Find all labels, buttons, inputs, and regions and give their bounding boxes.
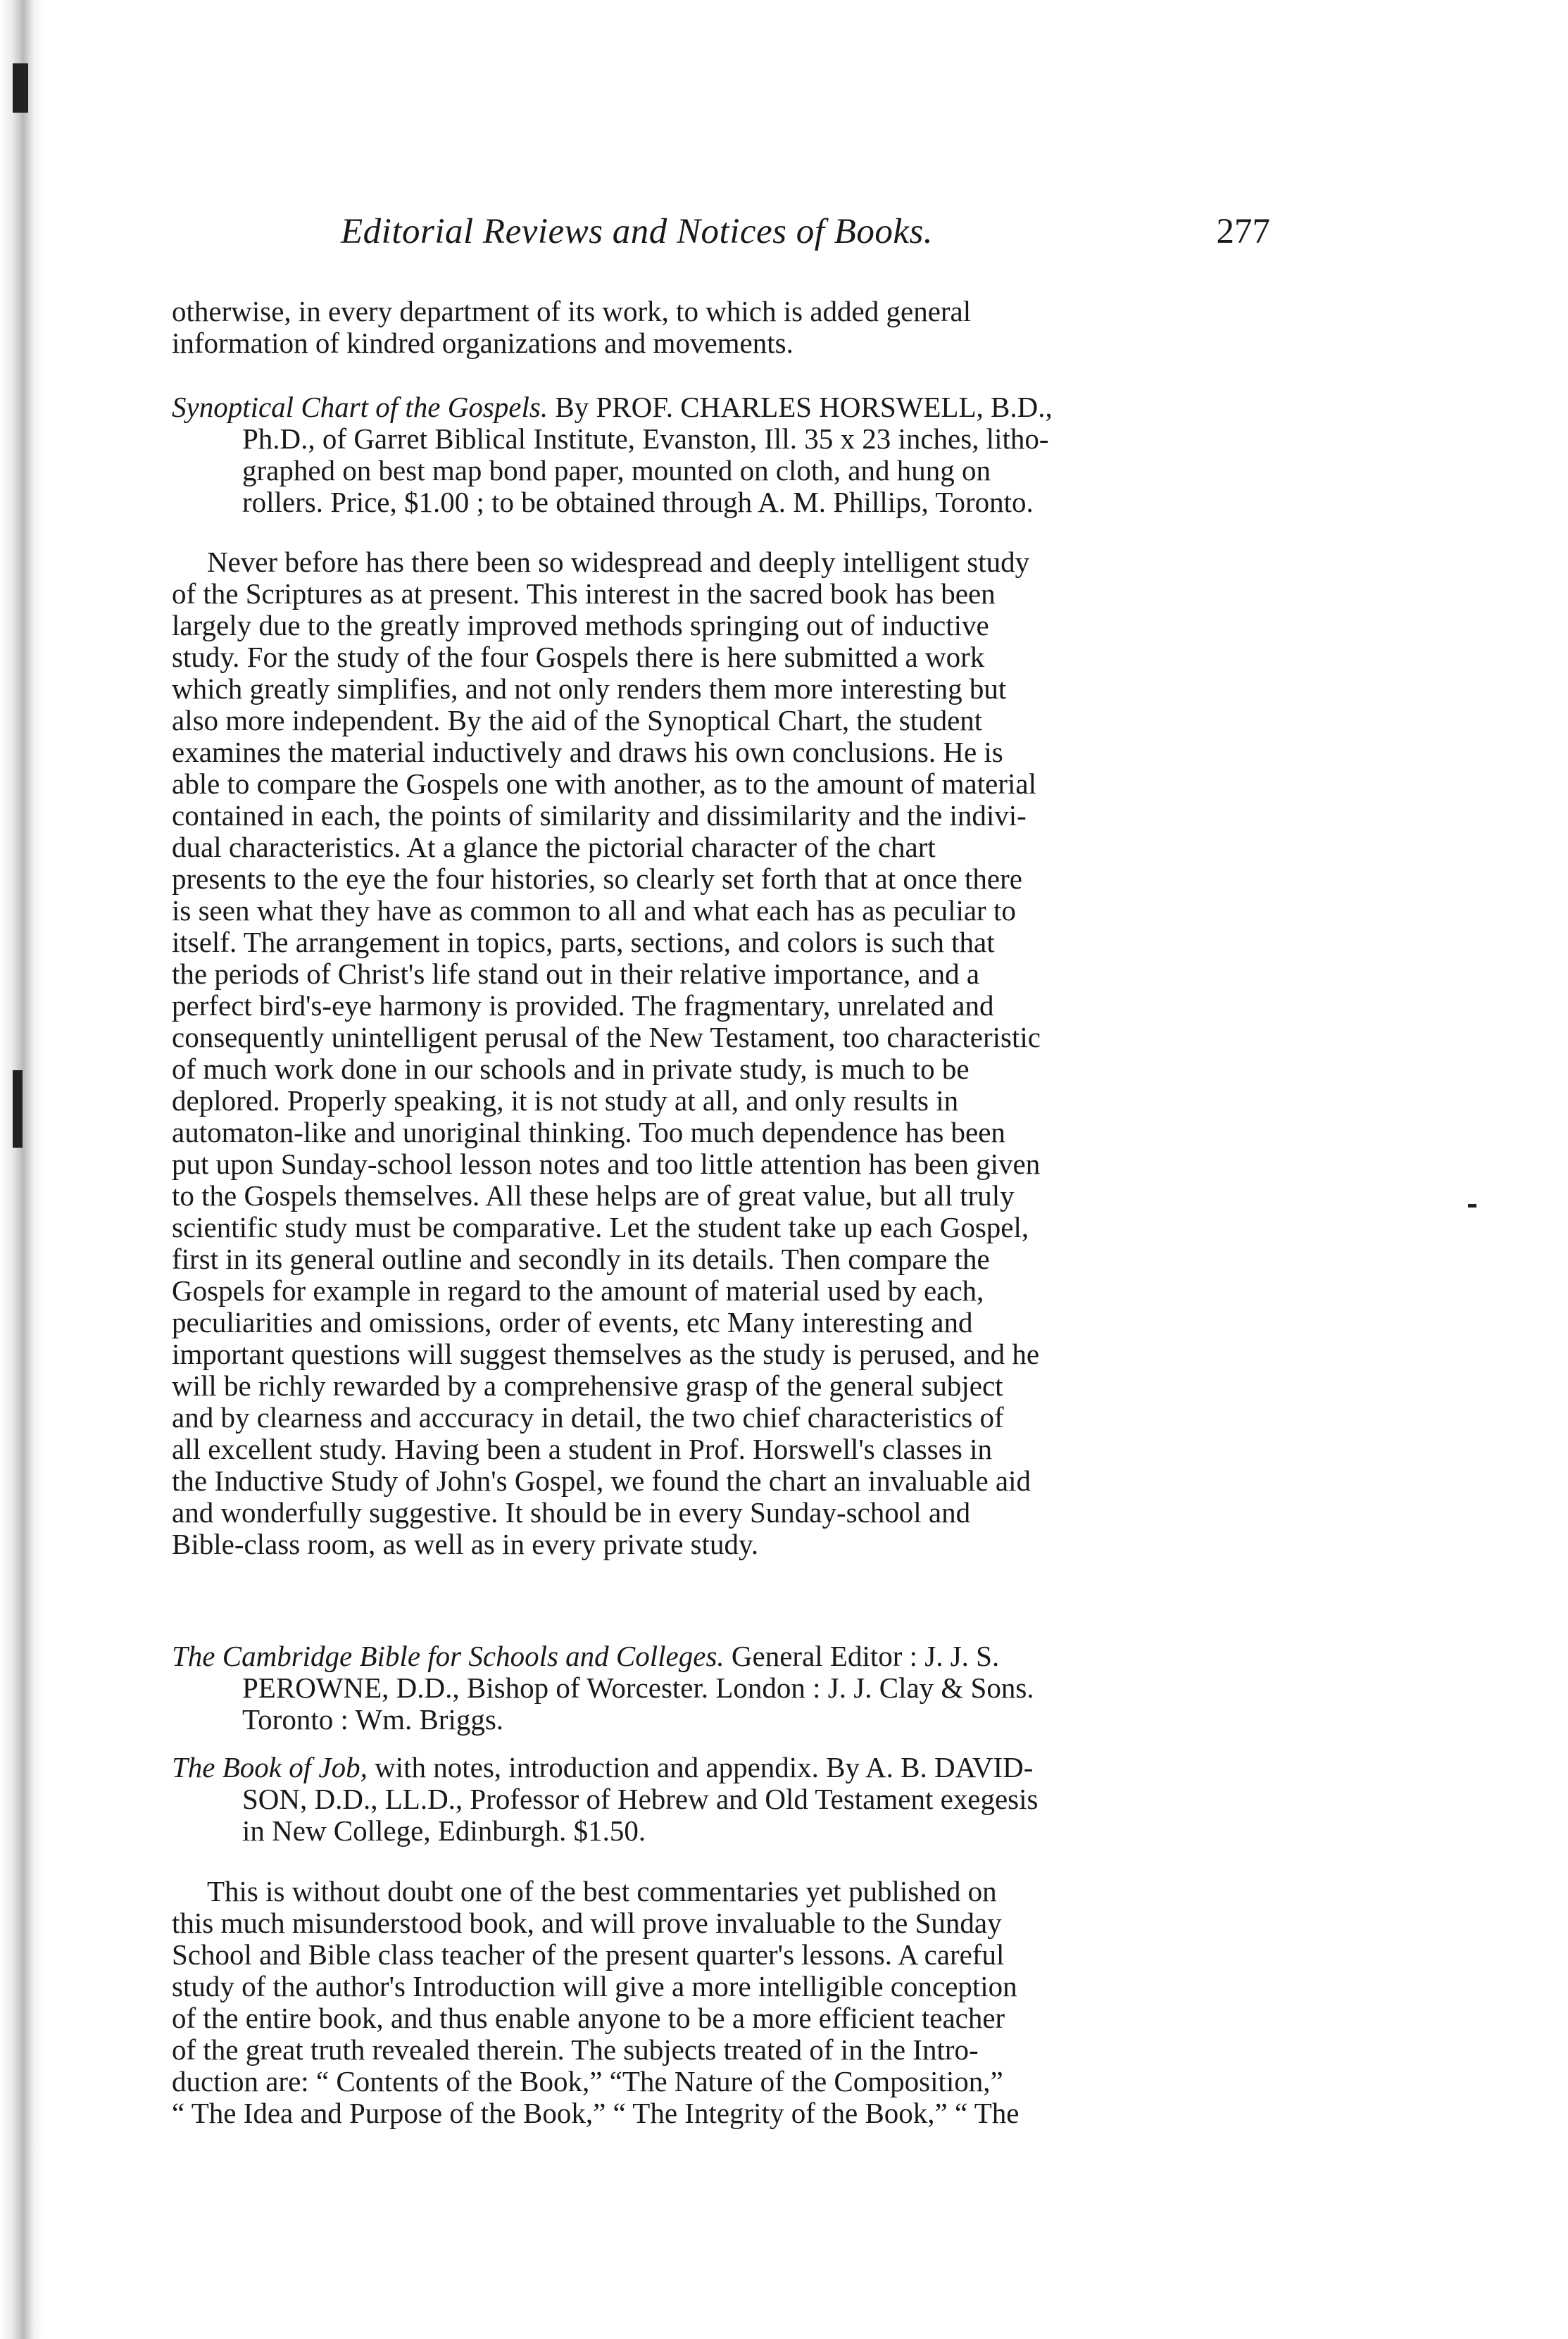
text-line: will be richly rewarded by a comprehensive grasp of the general subject xyxy=(172,1369,1003,1402)
text-line: information of kindred organizations and movements. xyxy=(172,327,794,359)
citation-text: By PROF. CHARLES HORSWELL, B.D., xyxy=(555,391,1053,423)
text-line: study. For the study of the four Gospels there is here submitted a work xyxy=(172,641,985,673)
entry-heading-line xyxy=(172,1752,1270,1783)
book-title: The Cambridge Bible for Schools and Colleges. xyxy=(172,1640,725,1672)
text-line: and by clearness and acccuracy in detail, the two chief characteristics of xyxy=(172,1401,1004,1434)
text-line: Bible-class room, as well as in every private study. xyxy=(172,1528,759,1560)
text-line: put upon Sunday-school lesson notes and too little attention has been given xyxy=(172,1148,1041,1180)
text-line: is seen what they have as common to all and what each has as peculiar to xyxy=(172,894,1016,927)
text-line: the periods of Christ's life stand out in their relative importance, and a xyxy=(172,958,980,990)
text-line: duction are: “ Contents of the Book,” “The Nature of the Composition,” xyxy=(172,2065,1003,2097)
text-line: of much work done in our schools and in private study, is much to be xyxy=(172,1053,970,1085)
running-head-title: Editorial Reviews and Notices of Books. xyxy=(341,212,934,251)
citation-text: General Editor : J. J. S. xyxy=(731,1640,1000,1672)
text-line: This is without doubt one of the best commentaries yet published on xyxy=(207,1875,997,1907)
text-line: itself. The arrangement in topics, parts, sections, and colors is such that xyxy=(172,926,995,958)
citation-line: SON, D.D., LL.D., Professor of Hebrew and Old Testament exegesis xyxy=(242,1783,1039,1815)
text-line: all excellent study. Having been a student in Prof. Horswell's classes in xyxy=(172,1433,992,1465)
text-line: School and Bible class teacher of the present quarter's lessons. A careful xyxy=(172,1938,1005,1971)
text-line: important questions will suggest themselves as the study is perused, and he xyxy=(172,1338,1040,1370)
page-number: 277 xyxy=(1216,212,1270,251)
spine-binding-mark xyxy=(13,1070,23,1148)
text-line: this much misunderstood book, and will prove invaluable to the Sunday xyxy=(172,1907,1002,1939)
entry-heading-line xyxy=(172,1641,1270,1672)
running-head xyxy=(172,211,1270,261)
book-title: The Book of Job, xyxy=(172,1751,368,1783)
citation-line: in New College, Edinburgh. $1.50. xyxy=(242,1814,646,1847)
text-line: dual characteristics. At a glance the pictorial character of the chart xyxy=(172,831,936,863)
spine-binding-mark xyxy=(13,63,28,113)
text-line: consequently unintelligent perusal of the New Testament, too characteristic xyxy=(172,1021,1041,1053)
text-line: study of the author's Introduction will give a more intelligible conception xyxy=(172,1970,1017,2002)
review-paragraph-synoptical-chart xyxy=(172,546,1270,1560)
text-line: “ The Idea and Purpose of the Book,” “ The Integrity of the Book,” “ The xyxy=(172,2097,1020,2129)
text-line: Gospels for example in regard to the amount of material used by each, xyxy=(172,1274,984,1307)
text-line: examines the material inductively and draws his own conclusions. He is xyxy=(172,736,1003,768)
text-line: presents to the eye the four histories, so clearly set forth that at once there xyxy=(172,863,1022,895)
text-line: also more independent. By the aid of the Synoptical Chart, the student xyxy=(172,704,983,736)
text-line: of the great truth revealed therein. The subjects treated of in the Intro- xyxy=(172,2033,979,2066)
citation-text: with notes, introduction and appendix. By A. B. DAVID- xyxy=(375,1751,1034,1783)
citation-line: graphed on best map bond paper, mounted on cloth, and hung on xyxy=(242,454,991,487)
text-line: scientific study must be comparative. Let the student take up each Gospel, xyxy=(172,1211,1029,1243)
citation-line: Ph.D., of Garret Biblical Institute, Evanston, Ill. 35 x 23 inches, litho- xyxy=(242,422,1049,455)
text-line: perfect bird's-eye harmony is provided. The fragmentary, unrelated and xyxy=(172,989,994,1022)
review-paragraph-book-of-job xyxy=(172,1876,1270,2129)
citation-line: rollers. Price, $1.00 ; to be obtained through A. M. Phillips, Toronto. xyxy=(242,486,1034,518)
book-entry-synoptical-chart xyxy=(172,391,1270,518)
intro-paragraph xyxy=(172,296,1270,359)
text-line: first in its general outline and secondly in its details. Then compare the xyxy=(172,1243,990,1275)
text-line: and wonderfully suggestive. It should be in every Sunday-school and xyxy=(172,1496,971,1529)
text-line: which greatly simplifies, and not only renders them more interesting but xyxy=(172,672,1007,705)
book-title: Synoptical Chart of the Gospels. xyxy=(172,391,548,423)
citation-line: PEROWNE, D.D., Bishop of Worcester. London : J. J. Clay & Sons. xyxy=(242,1672,1034,1704)
page-spine-shadow xyxy=(0,0,42,2339)
text-line: to the Gospels themselves. All these helps are of great value, but all truly xyxy=(172,1179,1015,1212)
book-entry-book-of-job xyxy=(172,1752,1270,1847)
text-line: peculiarities and omissions, order of events, etc Many interesting and xyxy=(172,1306,973,1338)
text-line: largely due to the greatly improved methods springing out of inductive xyxy=(172,609,989,641)
text-line: able to compare the Gospels one with another, as to the amount of material xyxy=(172,767,1036,800)
text-line: contained in each, the points of similarity and dissimilarity and the indivi- xyxy=(172,799,1027,832)
text-line: deplored. Properly speaking, it is not study at all, and only results in xyxy=(172,1084,959,1117)
text-line: Never before has there been so widespread and deeply intelligent study xyxy=(207,546,1030,578)
entry-heading-line xyxy=(172,391,1270,423)
text-line: of the entire book, and thus enable anyone to be a more efficient teacher xyxy=(172,2002,1005,2034)
stray-ink-mark xyxy=(1468,1204,1476,1208)
text-line: otherwise, in every department of its work, to which is added general xyxy=(172,295,972,327)
text-line: automaton-like and unoriginal thinking. Too much dependence has been xyxy=(172,1116,1005,1148)
text-line: the Inductive Study of John's Gospel, we found the chart an invaluable aid xyxy=(172,1465,1031,1497)
book-entry-cambridge-bible xyxy=(172,1641,1270,1736)
citation-line: Toronto : Wm. Briggs. xyxy=(242,1703,504,1736)
text-line: of the Scriptures as at present. This interest in the sacred book has been xyxy=(172,577,996,610)
